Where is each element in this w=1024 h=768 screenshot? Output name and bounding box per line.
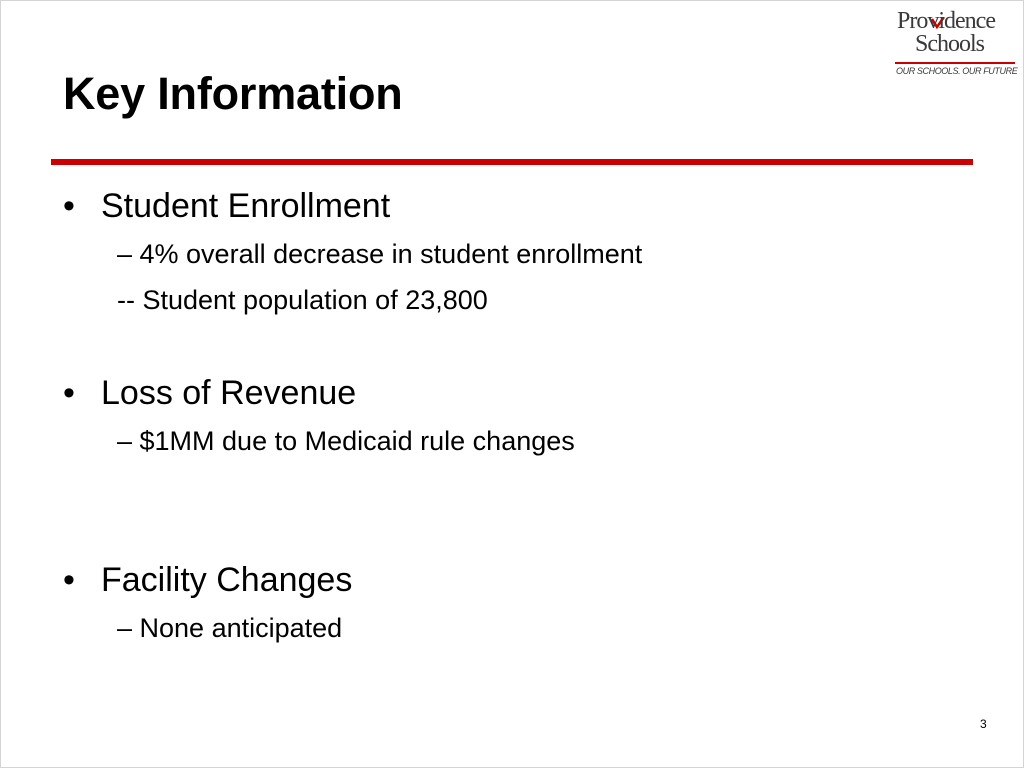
sub-bullet-student-population: -- Student population of 23,800: [117, 285, 488, 315]
page-number: 3: [980, 717, 987, 731]
bullet-label: Loss of Revenue: [101, 374, 357, 412]
slide-title: Key Information: [63, 68, 403, 119]
bullet-icon: •: [63, 187, 75, 225]
sub-bullet-none-anticipated: – None anticipated: [117, 613, 343, 643]
logo-rule: [895, 62, 1015, 64]
title-divider: [51, 159, 973, 165]
bullet-loss-of-revenue: [63, 376, 356, 410]
bullet-icon: •: [63, 561, 75, 599]
sub-bullet-medicaid: – $1MM due to Medicaid rule changes: [117, 426, 575, 456]
sub-bullet-enrollment-decrease: – 4% overall decrease in student enrollment: [117, 239, 643, 269]
bullet-label: Facility Changes: [101, 561, 353, 599]
bullet-facility-changes: [63, 563, 352, 597]
bullet-icon: •: [63, 374, 75, 412]
providence-schools-logo: [893, 9, 1017, 79]
logo-text-providence: Providence: [897, 8, 995, 34]
bullet-label: Student Enrollment: [101, 187, 391, 225]
logo-text-schools: Schools: [915, 31, 985, 57]
bullet-student-enrollment: [63, 189, 390, 223]
logo-tagline: OUR SCHOOLS. OUR FUTURE: [896, 66, 1018, 76]
